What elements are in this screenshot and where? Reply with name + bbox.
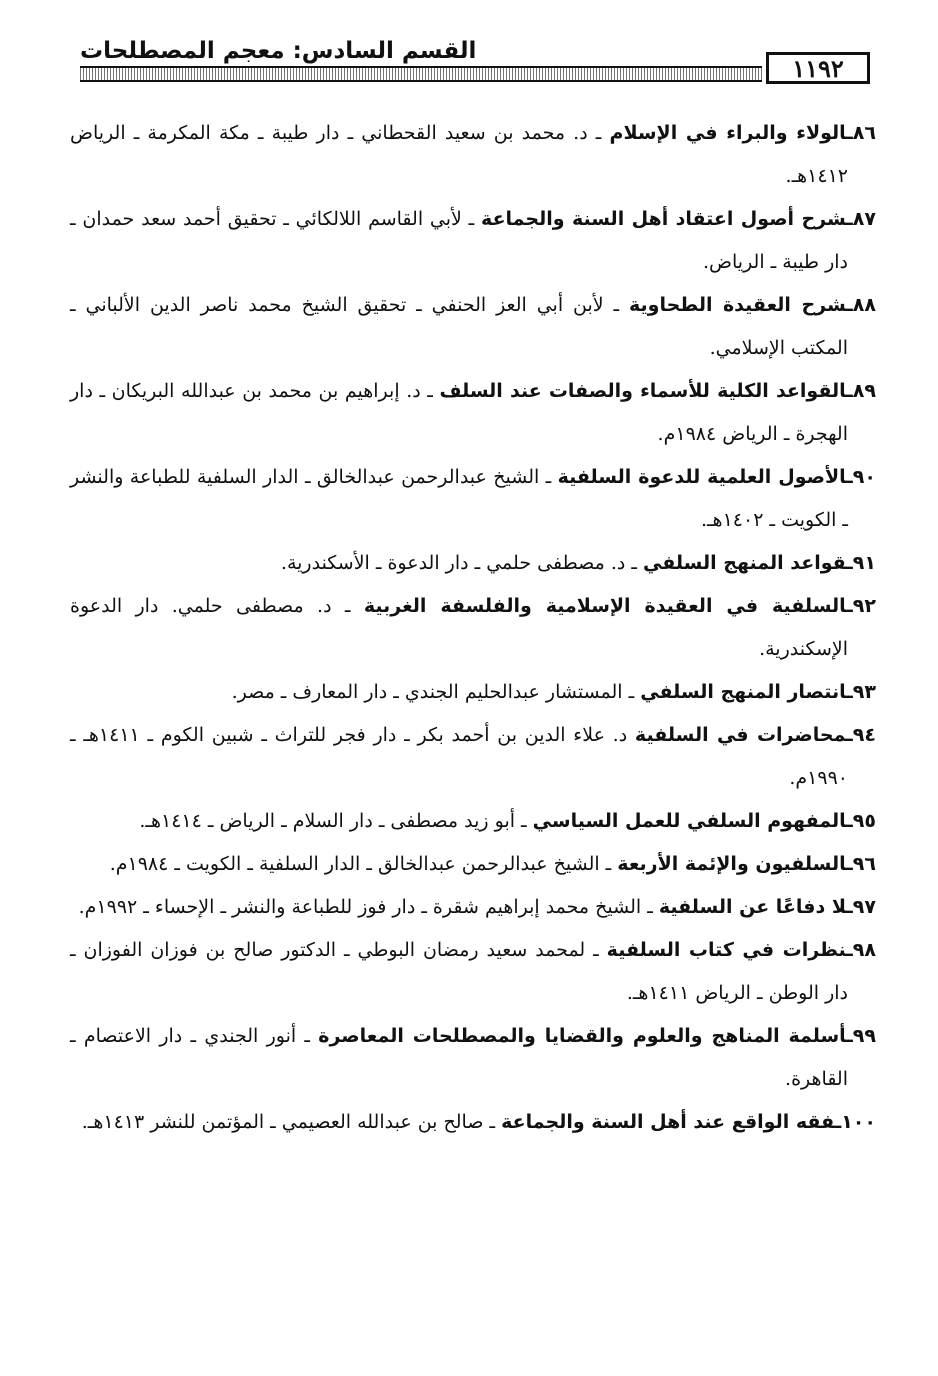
- entry-details: د. علاء الدين بن أحمد بكر ـ دار فجر للتراث ـ شبين الكوم ـ ١٤١١هـ ـ ١٩٩٠م.: [70, 724, 848, 789]
- entry-details: ـ أنور الجندي ـ دار الاعتصام ـ القاهرة.: [70, 1025, 848, 1090]
- entry-details: ـ أبو زيد مصطفى ـ دار السلام ـ الرياض ـ ١٤١٤هـ.: [139, 810, 533, 832]
- entry-title: المفهوم السلفي للعمل السياسي: [532, 810, 847, 832]
- entry-number: ٨٨ـ: [846, 294, 876, 316]
- entry-title: نظرات في كتاب السلفية: [606, 939, 847, 961]
- entry-details: ـ الشيخ محمد إبراهيم شقرة ـ دار فوز للطباعة والنشر ـ الإحساء ـ ١٩٩٢م.: [78, 896, 659, 918]
- entry-title: انتصار المنهج السلفي: [640, 681, 847, 703]
- entry-number: ١٠٠ـ: [834, 1111, 876, 1133]
- entry-details: ـ د. محمد بن سعيد القحطاني ـ دار طيبة ـ مكة المكرمة ـ الرياض ١٤١٢هـ.: [70, 122, 848, 187]
- entry-number: ٨٩ـ: [846, 380, 876, 402]
- entry-number: ٩٦ـ: [846, 853, 876, 875]
- entry-title: فقه الواقع عند أهل السنة والجماعة: [501, 1111, 835, 1133]
- header-rule: [80, 66, 762, 82]
- bibliography-entry: [70, 198, 876, 284]
- page-number: ١١٩٢: [766, 52, 870, 84]
- entry-title: أسلمة المناهج والعلوم والقضايا والمصطلحات المعاصرة: [318, 1025, 847, 1047]
- entry-title: الأصول العلمية للدعوة السلفية: [557, 466, 847, 488]
- entry-details: ـ لأبن أبي العز الحنفي ـ تحقيق الشيخ محمد ناصر الدين الألباني ـ المكتب الإسلامي.: [70, 294, 848, 359]
- bibliography-entry: [70, 370, 876, 456]
- bibliography-entry: [70, 1015, 876, 1101]
- bibliography-entry: [70, 585, 876, 671]
- entry-number: ٩٩ـ: [846, 1025, 876, 1047]
- entry-details: ـ صالح بن عبدالله العصيمي ـ المؤتمن للنشر ١٤١٣هـ.: [81, 1111, 502, 1133]
- entry-number: ٩٣ـ: [846, 681, 876, 703]
- entry-details: ـ لمحمد سعيد رمضان البوطي ـ الدكتور صالح بن فوزان الفوزان ـ دار الوطن ـ الرياض ١٤١١هـ.: [70, 939, 848, 1004]
- entry-details: ـ د. إبراهيم بن محمد بن عبدالله البريكان ـ دار الهجرة ـ الرياض ١٩٨٤م.: [70, 380, 848, 445]
- entry-title: شرح العقيدة الطحاوية: [629, 294, 847, 316]
- bibliography-entry: [70, 112, 876, 198]
- bibliography-entry: [70, 284, 876, 370]
- bibliography-entry: [70, 542, 876, 585]
- entry-title: لا دفاعًا عن السلفية: [658, 896, 847, 918]
- entry-title: قواعد المنهج السلفي: [643, 552, 847, 574]
- entry-details: ـ الشيخ عبدالرحمن عبدالخالق ـ الدار السلفية ـ الكويت ـ ١٩٨٤م.: [109, 853, 618, 875]
- entry-number: ٩٧ـ: [846, 896, 876, 918]
- entry-number: ٩٤ـ: [846, 724, 876, 746]
- bibliography-entry: [70, 886, 876, 929]
- entry-details: ـ لأبي القاسم اللالكائي ـ تحقيق أحمد سعد حمدان ـ دار طيبة ـ الرياض.: [70, 208, 848, 273]
- entry-number: ٩٨ـ: [846, 939, 876, 961]
- bibliography-entry: [70, 800, 876, 843]
- entry-number: ٨٧ـ: [846, 208, 876, 230]
- entry-title: الولاء والبراء في الإسلام: [609, 122, 847, 144]
- entry-details: ـ د. مصطفى حلمي ـ دار الدعوة ـ الأسكندرية.: [280, 552, 643, 574]
- entry-number: ٩٥ـ: [846, 810, 876, 832]
- entry-number: ٩٠ـ: [846, 466, 876, 488]
- bibliography-entry: [70, 714, 876, 800]
- entry-number: ٩١ـ: [846, 552, 876, 574]
- entry-number: ٩٢ـ: [846, 595, 876, 617]
- entry-title: محاضرات في السلفية: [634, 724, 847, 746]
- entry-details: ـ المستشار عبدالحليم الجندي ـ دار المعارف ـ مصر.: [231, 681, 641, 703]
- entry-details: ـ الشيخ عبدالرحمن عبدالخالق ـ الدار السلفية للطباعة والنشر ـ الكويت ـ ١٤٠٢هـ.: [70, 466, 848, 531]
- entry-title: السلفية في العقيدة الإسلامية والفلسفة الغربية: [363, 595, 847, 617]
- bibliography-entry: [70, 1101, 876, 1144]
- entry-title: السلفيون والإئمة الأربعة: [617, 853, 847, 875]
- bibliography-entry: [70, 671, 876, 714]
- page-header: [80, 38, 870, 86]
- entry-title: شرح أصول اعتقاد أهل السنة والجماعة: [481, 208, 847, 230]
- bibliography-list: [70, 112, 876, 1144]
- bibliography-entry: [70, 843, 876, 886]
- entry-details: ـ د. مصطفى حلمي. دار الدعوة الإسكندرية.: [70, 595, 848, 660]
- section-title: القسم السادس: معجم المصطلحات: [80, 38, 477, 64]
- entry-title: القواعد الكلية للأسماء والصفات عند السلف: [439, 380, 847, 402]
- bibliography-entry: [70, 456, 876, 542]
- bibliography-entry: [70, 929, 876, 1015]
- entry-number: ٨٦ـ: [846, 122, 876, 144]
